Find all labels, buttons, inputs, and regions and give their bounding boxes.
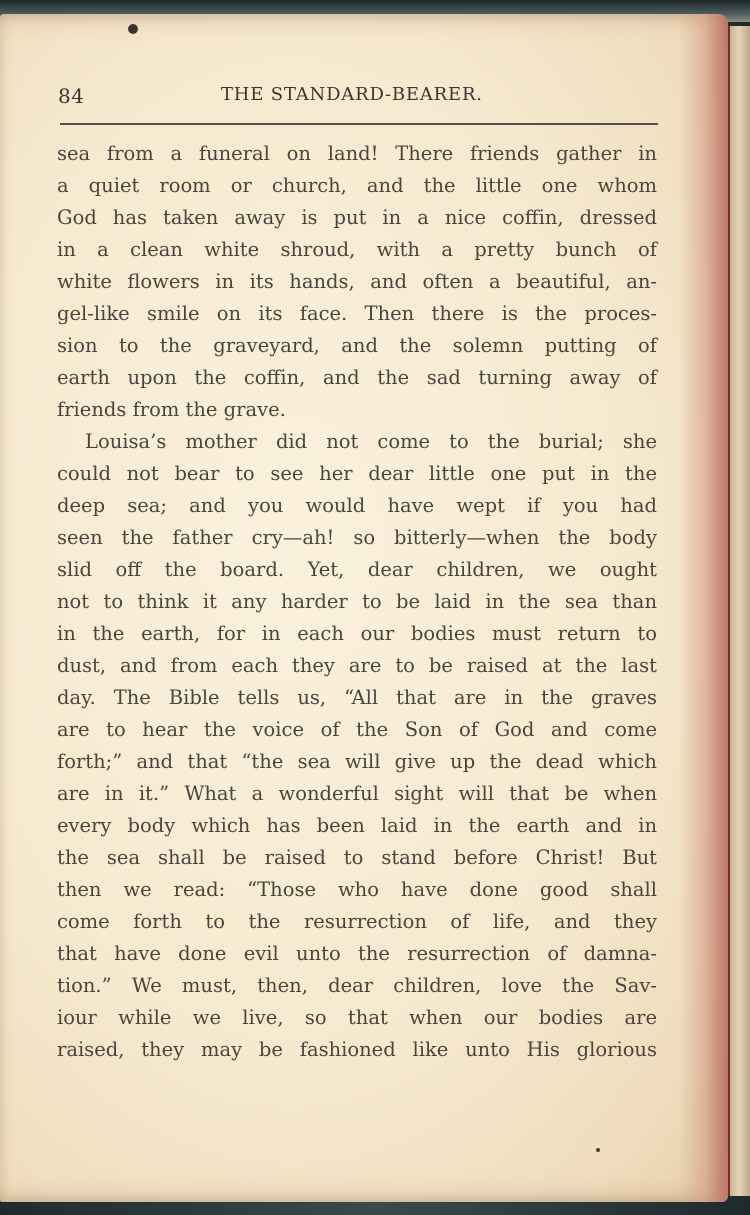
text-line: iour while we live, so that when our bodies are <box>57 1006 657 1029</box>
text-line: sion to the graveyard, and the solemn putting of <box>57 334 657 357</box>
text-line: Louisa’s mother did not come to the burial; she <box>85 430 657 453</box>
page-number: 84 <box>58 84 85 108</box>
text-line: God has taken away is put in a nice coffin, dressed <box>57 206 657 229</box>
text-line: not to think it any harder to be laid in the sea than <box>57 590 657 613</box>
text-line: the sea shall be raised to stand before Christ! But <box>57 846 657 869</box>
page-gutter-shadow <box>678 14 728 1202</box>
text-line: are to hear the voice of the Son of God and come <box>57 718 657 741</box>
text-line: earth upon the coffin, and the sad turning away of <box>57 366 657 389</box>
text-line: dust, and from each they are to be raised at the last <box>57 654 657 677</box>
text-line: white flowers in its hands, and often a beautiful, an- <box>57 270 657 293</box>
body-text <box>57 138 657 1066</box>
text-line: day. The Bible tells us, “All that are in the graves <box>57 686 657 709</box>
text-line: come forth to the resurrection of life, and they <box>57 910 657 933</box>
text-line: then we read: “Those who have done good shall <box>57 878 657 901</box>
text-line: tion.” We must, then, dear children, love the Sav- <box>57 974 657 997</box>
text-line: forth;” and that “the sea will give up the dead which <box>57 750 657 773</box>
text-line: that have done evil unto the resurrection of damna- <box>57 942 657 965</box>
text-line: could not bear to see her dear little one put in the <box>57 462 657 485</box>
text-line: in a clean white shroud, with a pretty bunch of <box>57 238 657 261</box>
paper-speck <box>596 1148 600 1152</box>
text-line: in the earth, for in each our bodies must return to <box>57 622 657 645</box>
text-line: every body which has been laid in the earth and in <box>57 814 657 837</box>
text-line: deep sea; and you would have wept if you had <box>57 494 657 517</box>
text-line: sea from a funeral on land! There friends gather in <box>57 142 657 165</box>
text-line: a quiet room or church, and the little one whom <box>57 174 657 197</box>
text-line: slid off the board. Yet, dear children, we ought <box>57 558 657 581</box>
text-line: seen the father cry—ah! so bitterly—when the body <box>57 526 657 549</box>
ink-spot <box>128 24 138 34</box>
page-header <box>58 82 658 112</box>
text-line: raised, they may be fashioned like unto His glorious <box>57 1038 657 1061</box>
page-edge-strip <box>728 26 750 1196</box>
header-rule <box>60 123 658 125</box>
running-title: THE STANDARD-BEARER. <box>221 84 483 105</box>
text-line: are in it.” What a wonderful sight will that be when <box>57 782 657 805</box>
text-line: friends from the grave. <box>57 398 286 421</box>
text-line: gel-like smile on its face. Then there is the proces- <box>57 302 657 325</box>
